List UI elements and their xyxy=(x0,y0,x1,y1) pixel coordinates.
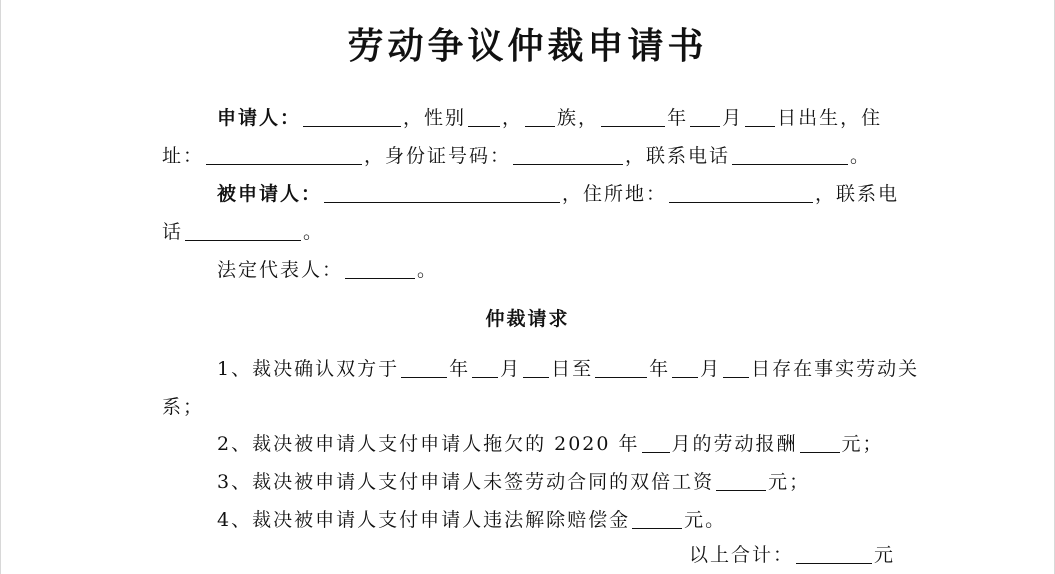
applicant-label: 申请人： xyxy=(217,107,302,129)
birth-month-label: 月 xyxy=(722,107,744,129)
birth-month-blank[interactable] xyxy=(690,106,720,127)
legal-rep-line xyxy=(217,257,438,283)
applicant-line-end: 。 xyxy=(850,145,872,167)
birth-year-label: 年 xyxy=(667,107,689,129)
respondent-phone-label-cont: 话 xyxy=(162,221,184,243)
claim-2-amount-blank[interactable] xyxy=(800,432,840,453)
ethnicity-separator: ， xyxy=(502,107,524,129)
address-blank[interactable] xyxy=(206,144,362,165)
respondent-line-end: 。 xyxy=(303,221,325,243)
respondent-phone-label: ，联系电 xyxy=(815,183,900,205)
legal-rep-label: 法定代表人： xyxy=(217,259,344,281)
gender-label: ，性别 xyxy=(403,107,467,129)
ethnicity-label: 族， xyxy=(557,107,600,129)
claim-2-text-c: 元； xyxy=(841,433,884,455)
claim-4 xyxy=(217,507,726,533)
claims-heading: 仲裁请求 xyxy=(485,308,570,330)
legal-rep-blank[interactable] xyxy=(345,258,415,279)
respondent-line-2 xyxy=(162,219,324,245)
claim-1-start-year-blank[interactable] xyxy=(401,357,447,378)
applicant-name-blank[interactable] xyxy=(303,106,401,127)
born-label: 日出生，住 xyxy=(777,107,883,129)
residence-label: ，住所地： xyxy=(562,183,668,205)
total-unit: 元 xyxy=(873,544,895,566)
claim-4-amount-blank[interactable] xyxy=(632,508,682,529)
claim-2-text-a: 2、裁决被申请人支付申请人拖欠的 2020 年 xyxy=(217,433,640,455)
applicant-phone-label: ，联系电话 xyxy=(625,145,731,167)
claim-1-line-1 xyxy=(217,356,919,382)
respondent-line-1 xyxy=(217,181,900,207)
ethnicity-blank[interactable] xyxy=(525,106,555,127)
claim-1-text-b: 年 xyxy=(449,358,471,380)
claim-1-text-f: 月 xyxy=(700,358,722,380)
claim-1-text-g: 日存在事实劳动关 xyxy=(751,358,920,380)
claim-2-month-blank[interactable] xyxy=(642,432,670,453)
claim-1-end-month-blank[interactable] xyxy=(672,357,698,378)
birth-year-blank[interactable] xyxy=(601,106,665,127)
claim-1-text-d: 日至 xyxy=(551,358,594,380)
document-title: 劳动争议仲裁申请书 xyxy=(347,26,708,67)
birth-day-blank[interactable] xyxy=(745,106,775,127)
applicant-line-1 xyxy=(217,105,894,131)
respondent-label: 被申请人： xyxy=(217,183,323,205)
legal-rep-end: 。 xyxy=(417,259,439,281)
claim-1-end-day-blank[interactable] xyxy=(723,357,749,378)
respondent-phone-blank[interactable] xyxy=(185,220,301,241)
claim-2-text-b: 月的劳动报酬 xyxy=(671,433,798,455)
total-label: 以上合计： xyxy=(688,544,794,566)
applicant-phone-blank[interactable] xyxy=(732,144,848,165)
id-number-label: ，身份证号码： xyxy=(364,145,512,167)
claim-1-text-e: 年 xyxy=(649,358,671,380)
claim-2 xyxy=(217,431,884,457)
claim-1-text-a: 1、裁决确认双方于 xyxy=(217,358,400,380)
address-label: 址： xyxy=(162,145,205,167)
claim-1-text-c: 月 xyxy=(500,358,522,380)
total-line xyxy=(689,542,895,568)
claim-1-end-year-blank[interactable] xyxy=(595,357,647,378)
claim-1-start-day-blank[interactable] xyxy=(523,357,549,378)
id-number-blank[interactable] xyxy=(513,144,623,165)
claim-4-text-b: 元。 xyxy=(684,509,727,531)
claim-1-text-h: 系； xyxy=(162,396,205,418)
claim-3-amount-blank[interactable] xyxy=(716,470,766,491)
gender-blank[interactable] xyxy=(468,106,500,127)
claim-1-start-month-blank[interactable] xyxy=(472,357,498,378)
applicant-line-2 xyxy=(162,143,871,169)
total-amount-blank[interactable] xyxy=(796,543,872,564)
residence-blank[interactable] xyxy=(669,182,813,203)
page-edge-left xyxy=(0,0,1,574)
claim-3 xyxy=(217,469,810,495)
claim-3-text-b: 元； xyxy=(768,471,811,493)
claim-4-text-a: 4、裁决被申请人支付申请人违法解除赔偿金 xyxy=(217,509,631,531)
claim-1-line-2 xyxy=(162,394,204,420)
respondent-name-blank[interactable] xyxy=(324,182,560,203)
claim-3-text-a: 3、裁决被申请人支付申请人未签劳动合同的双倍工资 xyxy=(217,471,715,493)
